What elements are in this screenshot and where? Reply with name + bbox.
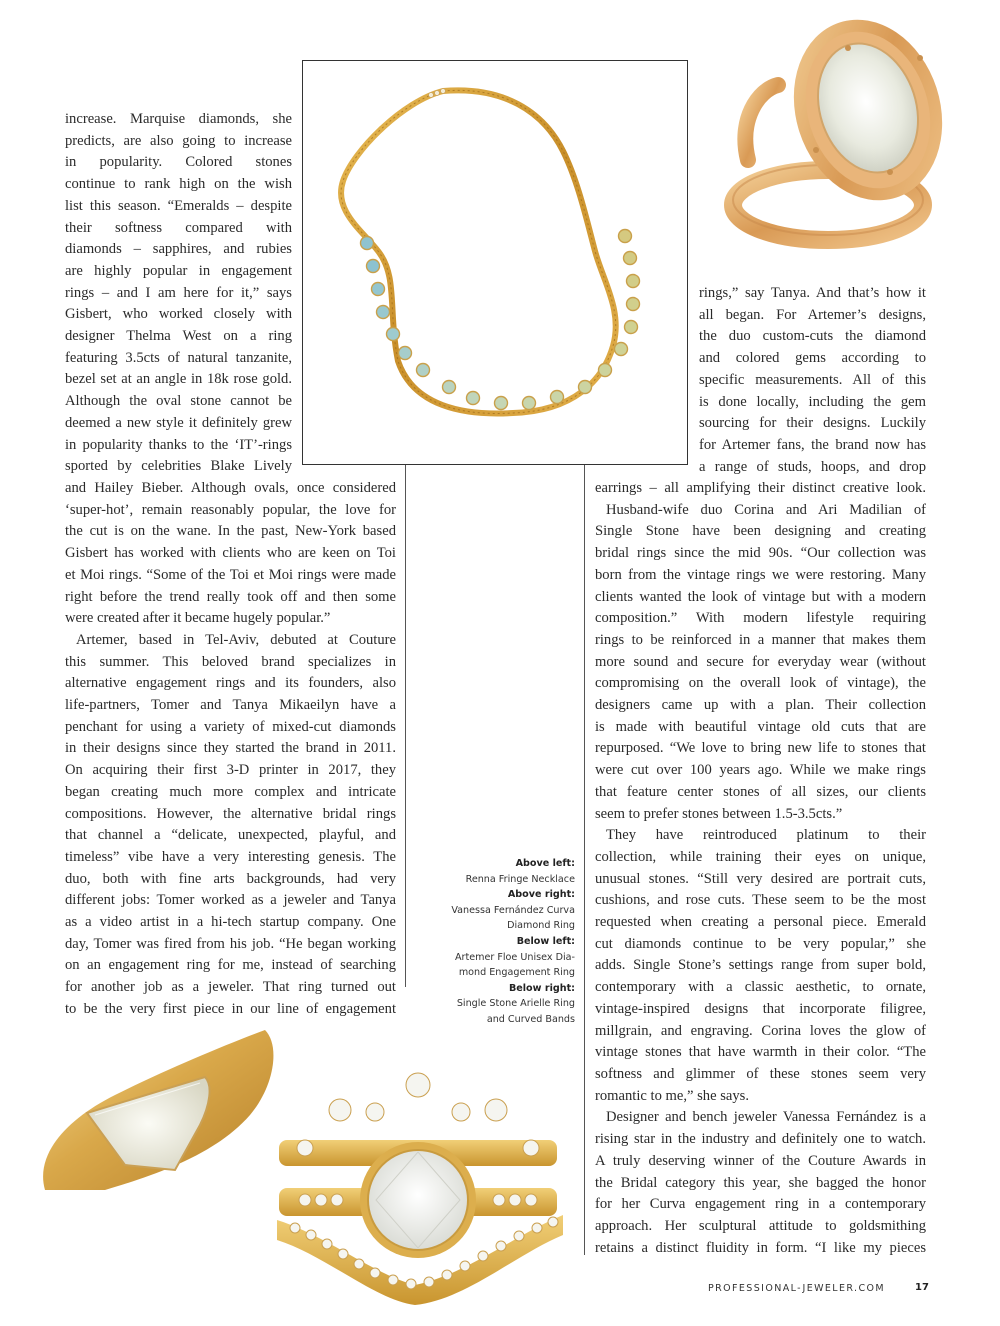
article-line: on an engagement ring for me, instead of searching — [65, 957, 396, 974]
article-line: rings,” say Tanya. And that’s how it — [699, 285, 926, 301]
article-line: for her Curva engagement ring in a contemporary — [595, 1196, 926, 1213]
article-line: repurposed. “We love to bring new life to stones that — [595, 740, 926, 757]
article-line: for another job as a jeweler. That ring turned out — [65, 979, 396, 996]
article-line: are highly popular in engagement — [65, 262, 292, 279]
article-line: that channel a “delicate, unexpected, playful, and — [65, 827, 396, 844]
article-line: diamonds – sapphires, and rubies — [65, 241, 292, 258]
article-line: rings to be reinforced in a manner that makes them — [595, 631, 926, 648]
article-line: earrings – all amplifying their distinct creative look. — [595, 480, 926, 496]
article-line: Gisbert, who worked closely with — [65, 306, 292, 323]
article-line: ‘super-hot’, remain reasonably popular, the love for — [65, 501, 396, 518]
article-line: and Hailey Bieber. Although ovals, once considered — [65, 480, 396, 496]
article-line: vintage stones that have warmth in their color. “The — [595, 1044, 926, 1061]
article-line: as a video artist in a hi-tech startup company. One — [65, 914, 396, 931]
article-line: penchant for using a variety of mixed-cut diamonds — [65, 718, 396, 735]
caption-text-above-right-1: Vanessa Fernández Curva — [451, 904, 575, 916]
article-line: unusual stones. “Still very desired are portrait cuts, — [595, 870, 926, 887]
article-line: bezel set at an angle in 18k rose gold. — [65, 371, 292, 388]
article-line: that feature center stones of all sizes, our clients — [595, 783, 926, 800]
article-line: were cut over 100 years ago. While we make rings — [595, 762, 926, 779]
necklace-image — [302, 60, 688, 465]
article-line: life-partners, Tomer and Tanya Mikaeilyn have a — [65, 697, 396, 714]
article-line: their softness compared with — [65, 219, 292, 236]
article-line: bridal rings since the mid 90s. “Our collection was — [595, 545, 926, 562]
article-line: Although the oval stone cannot be — [65, 393, 292, 410]
article-line: is done locally, including the gem — [699, 393, 926, 410]
article-column-left-top — [65, 109, 292, 478]
article-line: were created after it became hugely popular.” — [65, 610, 331, 627]
article-line: day, Tomer was fired from his job. “He began working — [65, 935, 396, 952]
caption-label-below-left: Below left: — [516, 935, 575, 947]
article-line: romantic to me,” she says. — [595, 1087, 750, 1104]
caption-text-below-left-2: mond Engagement Ring — [458, 967, 575, 979]
article-line: Single Stone have been designing and creating — [595, 523, 926, 540]
oval-ring-image — [718, 0, 958, 270]
article-line: contemporary with a classic aesthetic, to ornate, — [595, 979, 926, 996]
caption-text-below-right-1: Single Stone Arielle Ring — [456, 998, 575, 1010]
stacked-rings-illustration — [265, 1060, 577, 1310]
article-line: increase. Marquise diamonds, she — [65, 111, 292, 127]
article-line: duo, both with fine arts backgrounds, had very — [65, 870, 396, 887]
article-line: to be the very first piece in our line of engagement — [65, 1000, 396, 1017]
article-line: softness and glimmer of these stones seem very — [595, 1065, 926, 1082]
article-line: a range of studs, hoops, and drop — [699, 458, 926, 475]
article-line: the Bridal category this year, she bagged the honor — [595, 1174, 926, 1191]
article-line: On acquiring their first 3-D printer in 2017, they — [65, 762, 396, 779]
shield-ring-illustration — [35, 1025, 280, 1200]
photo-caption — [432, 856, 575, 1028]
article-line: featuring 3.5cts of natural tanzanite, — [65, 349, 292, 366]
article-line: designer Thelma West on a ring — [65, 328, 292, 345]
article-line: right before the trend really took off and then some — [65, 588, 396, 605]
necklace-illustration — [303, 61, 687, 464]
article-line: predicts, are also going to increase — [65, 132, 292, 149]
footer-site-url: PROFESSIONAL-JEWELER.COM — [708, 1283, 885, 1294]
article-line: compromising on the overall look of vintage), the — [595, 675, 926, 692]
caption-text-above-left: Renna Fringe Necklace — [465, 873, 575, 885]
article-line: adds. Single Stone’s settings range from super bold, — [595, 957, 926, 974]
article-line: et Moi rings. “Some of the Toi et Moi rings were made — [65, 566, 396, 583]
article-line: A truly deserving winner of the Couture Awards in — [595, 1152, 926, 1169]
caption-label-above-right: Above right: — [507, 889, 575, 901]
article-column-right-top — [699, 283, 926, 478]
paragraph-start-line: Designer and bench jeweler Vanessa Fernández is a — [606, 1109, 926, 1126]
article-line: began creating much more complex and intricate — [65, 783, 396, 800]
article-line: rising star in the industry and definitely one to watch. — [595, 1131, 926, 1148]
column-rule-right — [584, 465, 585, 1255]
caption-label-below-right: Below right: — [508, 982, 575, 994]
article-line: and colored gems according to — [699, 350, 926, 367]
article-line: seem to prefer stones between 1.5-3.5cts.” — [595, 805, 843, 822]
article-line: rings – and I am here for it,” says — [65, 284, 292, 301]
paragraph-start-line: Husband-wife duo Corina and Ari Madilian of — [606, 501, 926, 518]
article-line: sourcing for their designs. Luckily — [699, 415, 926, 432]
article-line: in their designs since they started the brand in 2011. — [65, 740, 396, 757]
article-line: deemed a new style it definitely grew — [65, 414, 292, 431]
column-rule-left — [405, 465, 406, 987]
caption-text-below-left-1: Artemer Floe Unisex Dia- — [454, 951, 575, 963]
article-line: clients wanted the look of vintage but with a modern — [595, 588, 926, 605]
article-column-left-wide — [65, 478, 396, 1021]
article-line: approach. Her sculptural attitude to goldsmithing — [595, 1217, 926, 1234]
article-line: for Artemer fans, the brand now has — [699, 436, 926, 453]
article-line: millgrain, and engraving. Corina loves the glow of — [595, 1022, 926, 1039]
caption-label-above-left: Above left: — [515, 858, 575, 869]
article-line: in popularity thanks to the ‘IT’-rings — [65, 436, 292, 453]
caption-text-below-right-2: and Curved Bands — [486, 1013, 575, 1025]
article-line: the cut is on the wane. In the past, New-York based — [65, 523, 396, 540]
stacked-rings-image — [265, 1060, 577, 1310]
paragraph-start-line: They have reintroduced platinum to their — [606, 827, 926, 844]
article-line: cut diamonds continue to be very popular,” she — [595, 935, 926, 952]
article-line: cushions, and rose cuts. These seem to be the most — [595, 892, 926, 909]
article-line: list this season. “Emeralds – despite — [65, 197, 292, 214]
article-line: different jobs: Tomer worked as a jeweler and Tanya — [65, 892, 396, 909]
article-line: compositions. However, the alternative bridal rings — [65, 805, 396, 822]
oval-ring-illustration — [718, 0, 958, 270]
article-line: more sound and secure for everyday wear (without — [595, 653, 926, 670]
paragraph-start-line: Artemer, based in Tel-Aviv, debuted at Couture — [76, 631, 396, 648]
article-line: timeless” vibe have a very interesting genesis. The — [65, 848, 396, 865]
article-line: designers came up with a plan. Their collection — [595, 697, 926, 714]
article-line: Gisbert has worked with clients who are keen on Toi — [65, 545, 396, 562]
article-line: sported by celebrities Blake Lively — [65, 458, 292, 475]
article-column-right-wide — [595, 478, 926, 1259]
article-line: requested when creating a personal piece. Emerald — [595, 914, 926, 931]
article-line: the duo custom-cuts the diamond — [699, 328, 926, 345]
article-line: collection, while training their eyes on unique, — [595, 848, 926, 865]
article-line: born from the vintage rings we were restoring. Many — [595, 566, 926, 583]
article-line: alternative engagement rings and its founders, also — [65, 675, 396, 692]
article-line: vintage-inspired designs that incorporate filigree, — [595, 1000, 926, 1017]
article-line: composition.” With modern lifestyle requiring — [595, 610, 926, 627]
page-number: 17 — [915, 1282, 929, 1293]
shield-ring-image — [35, 1025, 280, 1200]
article-line: specific measurements. All of this — [699, 371, 926, 388]
article-line: retains a distinct fluidity in form. “I like my pieces — [595, 1239, 926, 1256]
caption-text-above-right-2: Diamond Ring — [507, 920, 575, 932]
article-line: is made with beautiful vintage old cuts that are — [595, 718, 926, 735]
article-line: all began. For Artemer’s designs, — [699, 306, 926, 323]
article-line: continue to rank high on the wish — [65, 176, 292, 193]
article-line: this summer. This beloved brand specializes in — [65, 653, 396, 670]
article-line: in popularity. Colored stones — [65, 154, 292, 171]
